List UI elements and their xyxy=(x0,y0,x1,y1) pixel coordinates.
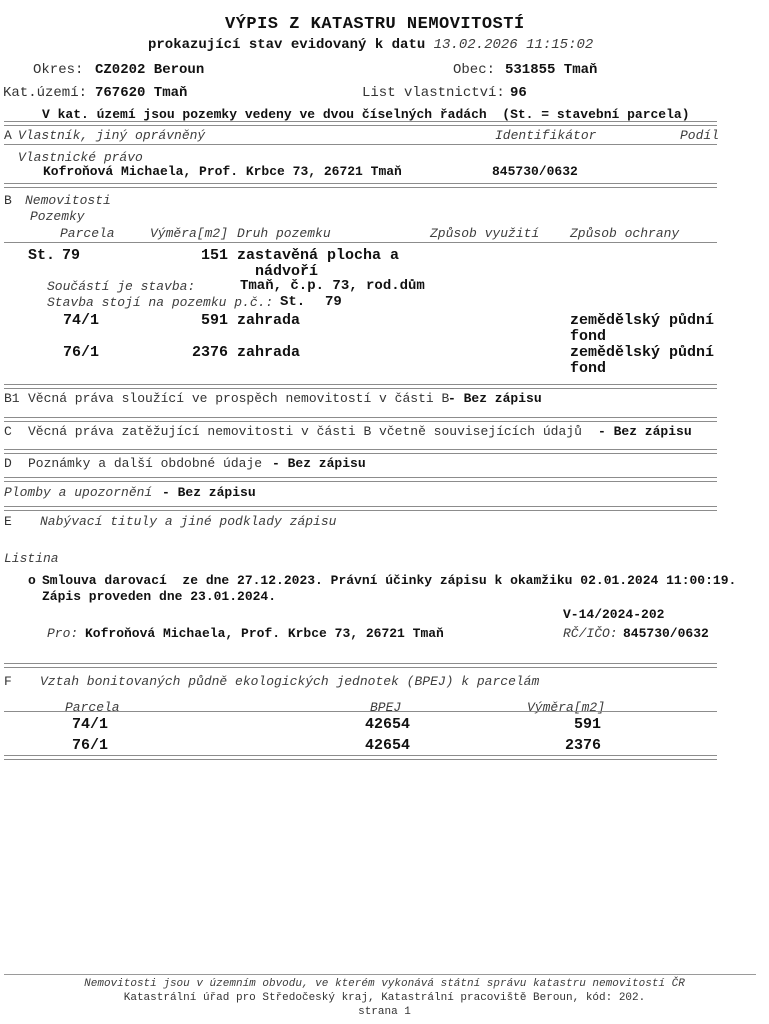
okres-label: Okres: xyxy=(33,62,84,78)
bpej-row-parcela: 76/1 xyxy=(72,737,109,754)
parcel-row-druh: zahrada xyxy=(237,312,301,329)
section-b-letter: B xyxy=(4,193,12,208)
rule-above-section-b xyxy=(4,183,717,188)
kat-uzemi-label: Kat.území: xyxy=(3,85,88,101)
pozemky-group-label: Pozemky xyxy=(30,209,85,224)
parcel-row-st-number: 79 xyxy=(62,247,81,264)
col-druh-pozemku: Druh pozemku xyxy=(237,226,331,241)
section-d-letter: D xyxy=(4,456,12,471)
bpej-row-vymera: 2376 xyxy=(564,737,601,754)
section-c-value: - Bez zápisu xyxy=(598,424,692,439)
rc-ico-value: 845730/0632 xyxy=(623,626,709,641)
section-b1-value: - Bez zápisu xyxy=(448,391,542,406)
section-c-letter: C xyxy=(4,424,12,439)
rule-under-b-columns xyxy=(4,242,717,243)
col-zpusob-vyuziti: Způsob využití xyxy=(430,226,540,241)
list-vlastnictvi-value: 96 xyxy=(510,85,527,101)
pro-value: Kofroňová Michaela, Prof. Krbce 73, 26721 Tmaň xyxy=(85,626,444,641)
listina-label: Listina xyxy=(4,551,59,566)
footer-line1: Nemovitosti jsou v územním obvodu, ve kterém vykonává státní správu katastru nemovitostí ČR xyxy=(84,978,685,990)
parcel-row-number: 74/1 xyxy=(63,312,100,329)
rule-above-section-d xyxy=(4,449,717,454)
evidence-datetime: 13.02.2026 11:15:02 xyxy=(433,37,594,53)
section-b-heading: Nemovitosti xyxy=(25,193,111,208)
section-e-letter: E xyxy=(4,514,12,529)
listina-item-line2: Zápis proveden dne 23.01.2024. xyxy=(42,589,277,604)
f-col-parcela: Parcela xyxy=(65,700,120,715)
doc-subtitle xyxy=(148,37,593,53)
parcel-row-vymera: 2376 xyxy=(191,344,228,361)
doc-title: VÝPIS Z KATASTRU NEMOVITOSTÍ xyxy=(225,15,525,34)
bpej-row-bpej: 42654 xyxy=(365,737,411,754)
plomby-value: - Bez zápisu xyxy=(162,485,256,500)
okres-value: CZ0202 Beroun xyxy=(95,62,205,78)
section-c-heading: Věcná práva zatěžující nemovitosti v části B včetně souvisejících údajů xyxy=(28,424,582,439)
bpej-row-vymera: 591 xyxy=(573,716,601,733)
rule-under-f-columns xyxy=(4,711,717,712)
listina-item-line1: Smlouva darovací ze dne 27.12.2023. Právní účinky zápisu k okamžiku 02.01.2024 11:00:19. xyxy=(42,573,737,588)
section-f-letter: F xyxy=(4,674,12,689)
parcel-row-ochrana-line2: fond xyxy=(570,360,607,377)
parcel-row-ochrana-line1: zemědělský půdní xyxy=(570,312,715,329)
bpej-row-parcela: 74/1 xyxy=(72,716,109,733)
rule-under-section-a-header xyxy=(4,144,717,145)
owner-identifikator: 845730/0632 xyxy=(492,164,578,179)
parcel-row-vymera: 591 xyxy=(200,312,228,329)
rule-below-section-f xyxy=(4,755,717,760)
pro-label: Pro: xyxy=(47,626,79,641)
col-identifikator: Identifikátor xyxy=(495,128,597,143)
footer-rule xyxy=(4,974,756,975)
obec-value: 531855 Tmaň xyxy=(505,62,598,78)
rule-above-section-c xyxy=(4,417,717,422)
building-part-value: Tmaň, č.p. 73, rod.dům xyxy=(240,278,425,294)
parcel-row-number: 76/1 xyxy=(63,344,100,361)
parcel-row-st-vymera: 151 xyxy=(200,247,228,264)
rule-above-section-a xyxy=(4,121,717,126)
f-col-vymera: Výměra[m2] xyxy=(527,700,606,715)
parcel-row-st-druh-line2: nádvoří xyxy=(255,263,319,280)
parcel-row-ochrana-line1: zemědělský půdní xyxy=(570,344,715,361)
rule-above-section-e xyxy=(4,506,717,511)
listina-item-bullet: o xyxy=(28,573,36,588)
case-number: V-14/2024-202 xyxy=(563,607,665,622)
rule-above-section-b1 xyxy=(4,384,717,389)
bpej-row-bpej: 42654 xyxy=(365,716,411,733)
section-b1-letter: B1 xyxy=(4,391,20,406)
building-parcel-number: 79 xyxy=(325,294,342,310)
rule-above-section-f xyxy=(4,663,717,668)
parcel-row-st-prefix: St. xyxy=(28,247,56,264)
section-d-heading: Poznámky a další obdobné údaje xyxy=(28,456,263,471)
plomby-heading: Plomby a upozornění xyxy=(4,485,153,500)
subtitle-label: prokazující stav evidovaný k datu xyxy=(148,37,434,53)
page-number: strana 1 xyxy=(358,1006,411,1018)
parcel-row-druh: zahrada xyxy=(237,344,301,361)
section-e-heading: Nabývací tituly a jiné podklady zápisu xyxy=(40,514,337,529)
footer-line2: Katastrální úřad pro Středočeský kraj, Katastrální pracoviště Beroun, kód: 202. xyxy=(123,992,646,1004)
section-a-heading: Vlastník, jiný oprávněný xyxy=(18,128,206,143)
obec-label: Obec: xyxy=(453,62,496,78)
parcel-series-note: V kat. území jsou pozemky vedeny ve dvou číselných řadách (St. = stavební parcela) xyxy=(42,107,690,122)
section-a-letter: A xyxy=(4,128,12,143)
building-parcel-label: Stavba stojí na pozemku p.č.: xyxy=(47,295,274,310)
rule-above-plomby xyxy=(4,477,717,482)
col-podil: Podíl xyxy=(680,128,720,143)
building-parcel-prefix: St. xyxy=(280,294,306,310)
kat-uzemi-value: 767620 Tmaň xyxy=(95,85,188,101)
owner-name: Kofroňová Michaela, Prof. Krbce 73, 26721 Tmaň xyxy=(43,164,402,179)
parcel-row-st-druh-line1: zastavěná plocha a xyxy=(237,247,400,264)
col-parcela: Parcela xyxy=(60,226,115,241)
list-vlastnictvi-label: List vlastnictví: xyxy=(362,85,505,101)
col-vymera: Výměra[m2] xyxy=(150,226,229,241)
section-d-value: - Bez zápisu xyxy=(272,456,366,471)
rc-ico-label: RČ/IČO: xyxy=(563,626,618,641)
section-b1-heading: Věcná práva sloužící ve prospěch nemovitostí v části B xyxy=(28,391,450,406)
parcel-row-ochrana-line2: fond xyxy=(570,328,607,345)
section-f-heading: Vztah bonitovaných půdně ekologických jednotek (BPEJ) k parcelám xyxy=(40,674,540,689)
col-zpusob-ochrany: Způsob ochrany xyxy=(570,226,680,241)
ownership-right-title: Vlastnické právo xyxy=(18,150,143,165)
f-col-bpej: BPEJ xyxy=(370,700,402,715)
building-part-label: Součástí je stavba: xyxy=(47,279,196,294)
